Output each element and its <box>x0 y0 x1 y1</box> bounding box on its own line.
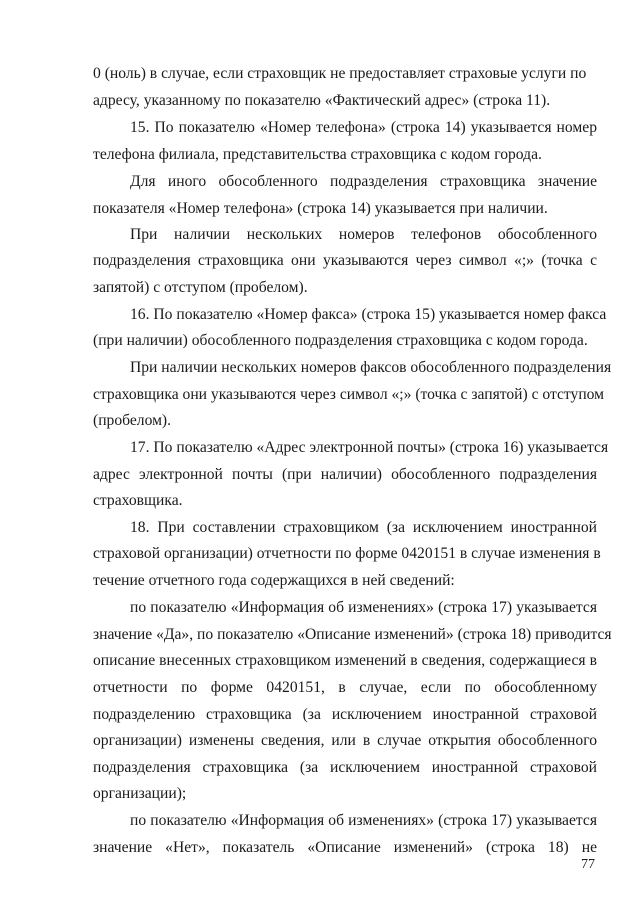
page-number: 77 <box>581 857 595 872</box>
text-line: организации) изменены сведения, или в случае открытия обособленного <box>93 732 597 749</box>
text-line: течение отчетного года содержащихся в ней сведений: <box>93 572 455 589</box>
text-line: адрес электронной почты (при наличии) обособленного подразделения <box>93 466 597 483</box>
text-line: подразделения страховщика (за исключением иностранной страховой <box>93 759 597 776</box>
text-line: показателя «Номер телефона» (строка 14) указывается при наличии. <box>93 200 548 217</box>
text-line: запятой) с отступом (пробелом). <box>93 279 308 296</box>
text-line: 18. При составлении страховщиком (за исключением иностранной <box>130 519 597 536</box>
text-line: Для иного обособленного подразделения страховщика значение <box>130 173 597 190</box>
text-line: описание внесенных страховщиком изменений в сведения, содержащиеся в <box>93 652 597 669</box>
text-line: по показателю «Информация об изменениях» (строка 17) указывается <box>130 812 597 829</box>
text-line: организации); <box>93 785 187 802</box>
text-line: подразделению страховщика (за исключением иностранной страховой <box>93 706 597 723</box>
text-line: значение «Нет», показатель «Описание изменений» (строка 18) не <box>93 839 597 856</box>
text-line: 17. По показателю «Адрес электронной почты» (строка 16) указывается <box>130 439 609 456</box>
text-line: (пробелом). <box>93 412 172 429</box>
text-line: страховщика они указываются через символ «;» (точка с запятой) с отступом <box>93 386 605 403</box>
text-line: 16. По показателю «Номер факса» (строка 15) указывается номер факса <box>130 306 607 323</box>
text-line: отчетности по форме 0420151, в случае, если по обособленному <box>93 679 597 696</box>
text-line: При наличии нескольких номеров телефонов обособленного <box>130 226 597 243</box>
text-line: адресу, указанному по показателю «Фактический адрес» (строка 11). <box>93 92 551 109</box>
text-line: телефона филиала, представительства страховщика с кодом города. <box>93 146 542 163</box>
text-line: по показателю «Информация об изменениях» (строка 17) указывается <box>130 599 597 616</box>
text-line: 0 (ноль) в случае, если страховщик не предоставляет страховые услуги по <box>93 65 587 82</box>
text-line: (при наличии) обособленного подразделения страховщика с кодом города. <box>93 332 588 349</box>
text-line: страховщика. <box>93 492 183 509</box>
text-line: подразделения страховщика они указываются через символ «;» (точка с <box>93 252 597 269</box>
text-line: страховой организации) отчетности по форме 0420151 в случае изменения в <box>93 545 601 562</box>
text-line: При наличии нескольких номеров факсов обособленного подразделения <box>130 359 612 376</box>
text-line: 15. По показателю «Номер телефона» (строка 14) указывается номер <box>130 119 597 136</box>
text-line: значение «Да», по показателю «Описание изменений» (строка 18) приводится <box>93 626 612 643</box>
